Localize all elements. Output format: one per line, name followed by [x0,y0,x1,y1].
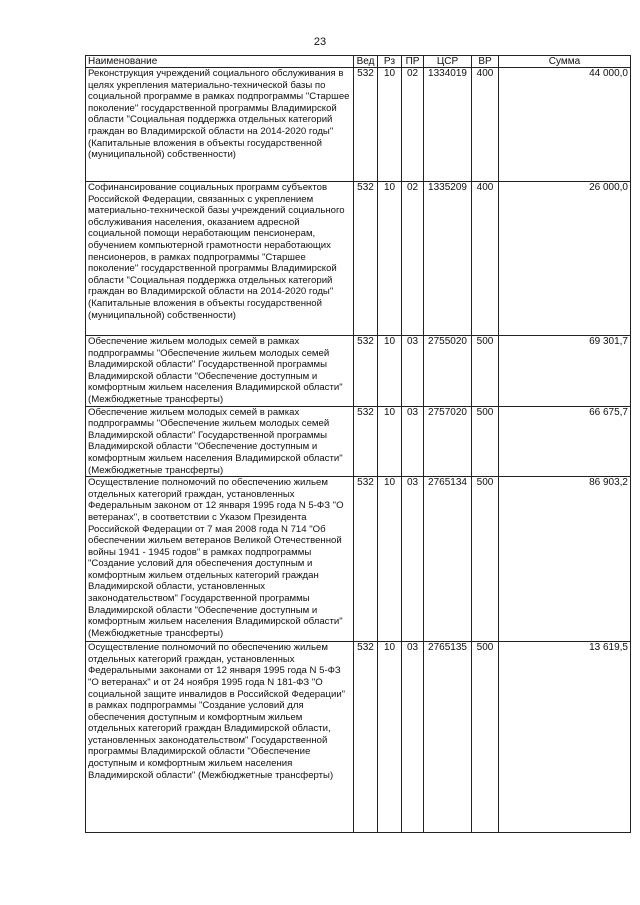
row-sum: 66 675,7 [499,406,631,477]
row-csr: 2765135 [424,642,472,833]
row-csr: 2757020 [424,406,472,477]
header-pr: ПР [402,56,424,68]
row-vr: 500 [472,477,499,642]
row-name: Реконструкция учреждений социального обслуживания в целях укрепления материально-технической базы по социальной программе в рамках подпрограммы "Старшее поколение" государственной программы Владимирской области "Социальная поддержка отдельных категорий граждан во Владимирской области на 2014-2020 годы" (Капитальные вложения в объекты государственной (муниципальной) собственности) [86,68,354,182]
header-ved: Вед [354,56,378,68]
row-csr: 2765134 [424,477,472,642]
row-pr: 03 [402,642,424,833]
row-sum: 13 619,5 [499,642,631,833]
row-rz: 10 [378,406,402,477]
row-sum: 26 000,0 [499,182,631,336]
row-name: Обеспечение жильем молодых семей в рамках подпрограммы "Обеспечение жильем молодых семей Владимирской области" Государственной программы Владимирской области "Обеспечение доступным и комфортным жильем населения Владимирской области" (Межбюджетные трансферты) [86,406,354,477]
row-ved: 532 [354,336,378,407]
row-pr: 02 [402,182,424,336]
row-rz: 10 [378,642,402,833]
row-pr: 03 [402,406,424,477]
row-csr: 1335209 [424,182,472,336]
row-name: Обеспечение жильем молодых семей в рамках подпрограммы "Обеспечение жильем молодых семей Владимирской области" Государственной программы Владимирской области "Обеспечение доступным и комфортным жильем населения Владимирской области" (Межбюджетные трансферты) [86,336,354,407]
row-csr: 1334019 [424,68,472,182]
budget-table [85,55,631,833]
page-number: 23 [313,36,327,48]
table-row [86,336,631,407]
row-ved: 532 [354,68,378,182]
header-vr: ВР [472,56,499,68]
header-rz: Рз [378,56,402,68]
row-pr: 03 [402,477,424,642]
row-csr: 2755020 [424,336,472,407]
row-name: Осуществление полномочий по обеспечению жильем отдельных категорий граждан, установленных Федеральным законом от 12 января 1995 года N 5-ФЗ "О ветеранах", в соответствии с Указом Президента Российской Федерации от 7 мая 2008 года N 714 "Об обеспечении жильем ветеранов Великой Отечественной войны 1941 - 1945 годов" в рамках подпрограммы "Создание условий для обеспечения доступным и комфортным жильем отдельных категорий граждан Владимирской области, установленных законодательством" Государственной программы Владимирской области "Обеспечение доступным и комфортным жильем населения Владимирской области" (Межбюджетные трансферты) [86,477,354,642]
row-ved: 532 [354,642,378,833]
row-sum: 44 000,0 [499,68,631,182]
row-ved: 532 [354,477,378,642]
row-vr: 400 [472,182,499,336]
table-header-row [86,56,631,68]
row-rz: 10 [378,336,402,407]
row-ved: 532 [354,182,378,336]
row-ved: 532 [354,406,378,477]
header-csr: ЦСР [424,56,472,68]
header-name: Наименование [86,56,354,68]
row-sum: 69 301,7 [499,336,631,407]
row-sum: 86 903,2 [499,477,631,642]
table-row [86,68,631,182]
table-row [86,406,631,477]
row-name: Софинансирование социальных программ субъектов Российской Федерации, связанных с укреплением материально-технической базы учреждений социального обслуживания населения, оказанием адресной социальной помощи неработающим пенсионерам, обучением компьютерной грамотности неработающих пенсионеров, в рамках подпрограммы "Старшее поколение" государственной программы Владимирской области "Социальная поддержка отдельных категорий граждан во Владимирской области на 2014-2020 годы" (Капитальные вложения в объекты государственной (муниципальной) собственности) [86,182,354,336]
table-row [86,477,631,642]
row-pr: 03 [402,336,424,407]
row-vr: 500 [472,642,499,833]
row-rz: 10 [378,477,402,642]
table-row [86,182,631,336]
row-vr: 500 [472,406,499,477]
row-vr: 500 [472,336,499,407]
row-rz: 10 [378,68,402,182]
row-name: Осуществление полномочий по обеспечению жильем отдельных категорий граждан, установленных Федеральными законами от 12 января 1995 года N 5-ФЗ "О ветеранах" и от 24 ноября 1995 года N 181-ФЗ "О социальной защите инвалидов в Российской Федерации" в рамках подпрограммы "Создание условий для обеспечения доступным и комфортным жильем отдельных категорий граждан Владимирской области, установленных законодательством" Государственной программы Владимирской области "Обеспечение доступным и комфортным жильем населения Владимирской области" (Межбюджетные трансферты) [86,642,354,833]
row-rz: 10 [378,182,402,336]
header-sum: Сумма [499,56,631,68]
row-vr: 400 [472,68,499,182]
table-row [86,642,631,833]
row-pr: 02 [402,68,424,182]
